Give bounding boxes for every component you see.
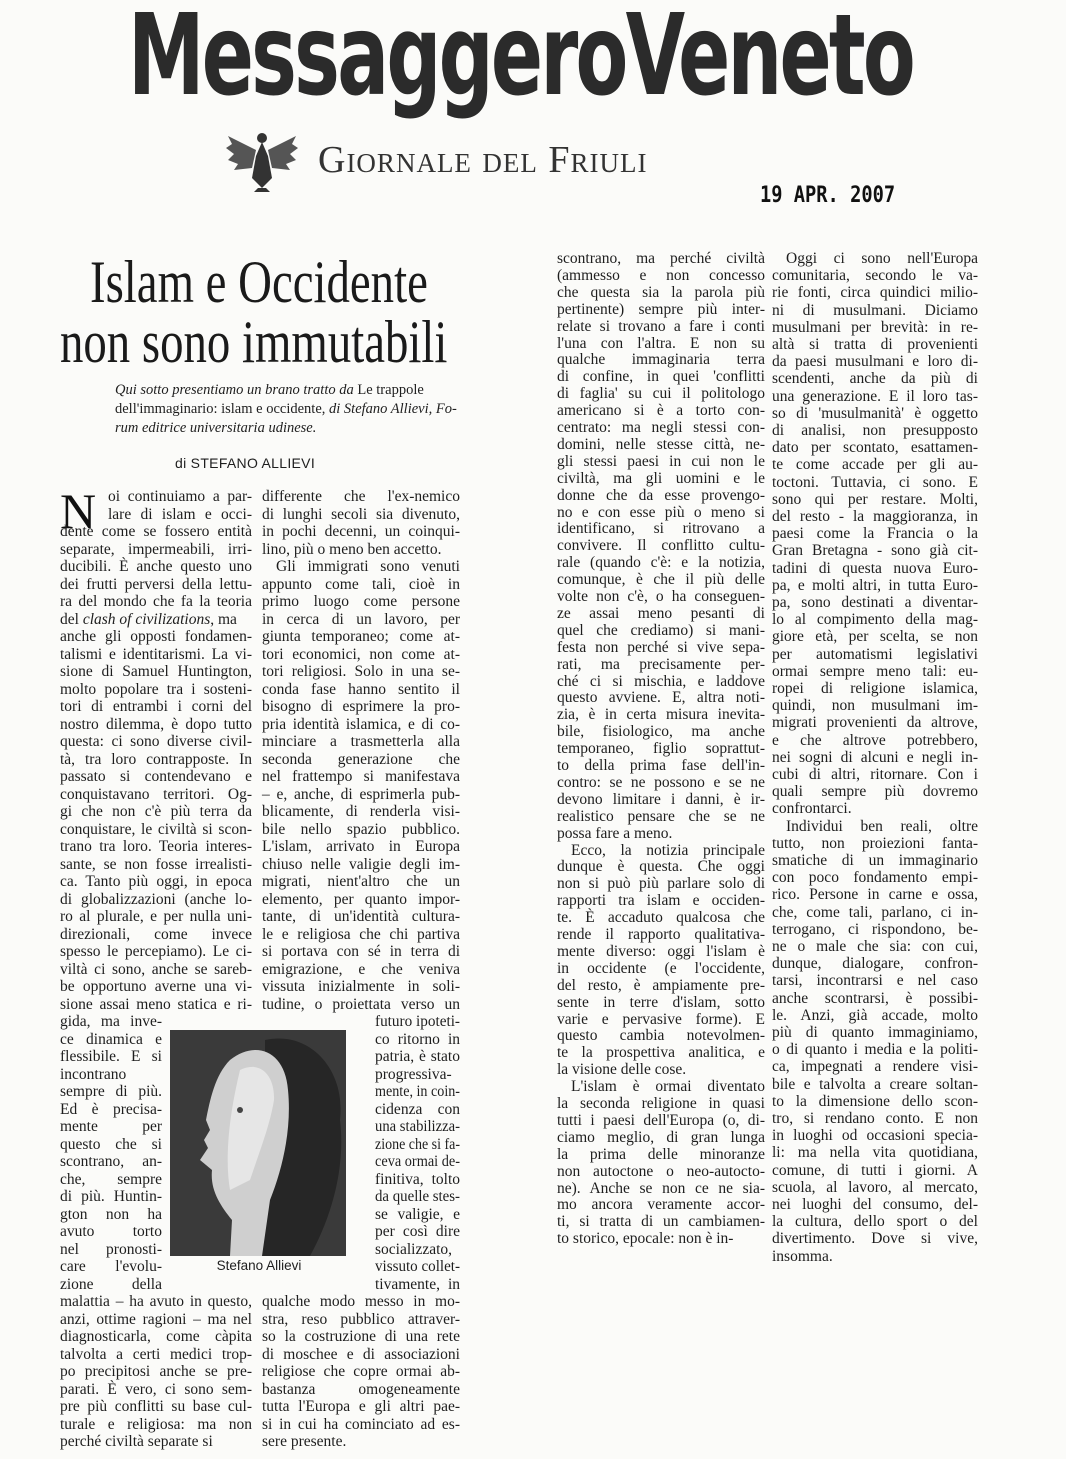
text-line: rico. Persone in carne e ossa, <box>772 886 978 904</box>
text-line: giunta temporaneo; come at- <box>262 628 460 645</box>
text-line: appunto come tali, cioè in <box>262 575 460 593</box>
newspaper-title: MessaggeroVeneto <box>128 0 913 121</box>
text-line: ce dinamica e <box>60 1030 162 1048</box>
text-line: tutto, non proiezioni fanta- <box>772 834 978 852</box>
text-line: sempre di più. <box>60 1083 162 1100</box>
text-line: comunque, è che il più delle <box>557 571 765 589</box>
text-line: dunque, dialogare, confron- <box>772 955 978 973</box>
masthead-logo <box>128 0 918 120</box>
text-line: scontrano, an- <box>60 1153 162 1170</box>
text-line: convivere. Il conflitto cultu- <box>557 537 765 555</box>
text-line: emigrazione, e che veniva <box>262 960 460 978</box>
text-line: da quelle stes- <box>375 1188 460 1205</box>
text-line: l'una con l'altra. E non su <box>557 334 765 352</box>
text-line: Gli immigrati sono venuti <box>276 558 460 575</box>
text-line: cidenza con <box>375 1100 460 1118</box>
book-title: Le trappole <box>357 382 424 398</box>
text-line: separate, impermeabili, irri- <box>60 540 252 558</box>
text-line: tarsi, incontrarsi e nel caso <box>772 972 978 990</box>
text-line: tudine, o proiettata verso un <box>262 995 460 1013</box>
headline-line-2: non sono immutabili <box>60 309 448 375</box>
text-line: zia, è in certa misura inevita- <box>557 706 765 724</box>
headline-line-1: Islam e Occidente <box>90 249 428 315</box>
text-line: si portava con sé in terra di <box>262 943 460 960</box>
author-photo <box>170 1030 346 1256</box>
text-line: turale e religiosa: ma non <box>60 1415 252 1433</box>
text-line: quindi, non musulmani im- <box>772 697 978 715</box>
text-line: temporaneo, figlio soprattut- <box>557 740 765 758</box>
text-line: bile e talvolta a creare soltan- <box>772 1075 978 1093</box>
text-line: trano tra loro. Teoria interes- <box>60 838 252 855</box>
text-line: e che altrove potrebbero, <box>772 731 978 749</box>
text-line: di globalizzazioni (anche lo- <box>60 890 252 908</box>
text-line: varie e pervasive forme). E <box>557 1010 765 1028</box>
text-line: sente in terre d'islam, sotto <box>557 993 765 1011</box>
text-line: questo che si <box>60 1135 162 1153</box>
text-line: questo cambia notevolmen- <box>557 1027 765 1045</box>
text-line: quel che crediamo) si mani- <box>557 621 765 639</box>
text-line: le. Anzi, già accade, molto <box>772 1006 978 1024</box>
text-line: L'islam, arrivato in Europa <box>262 838 460 855</box>
text-line: ciamo meglio, di gran lunga <box>557 1128 765 1146</box>
text-line: devono limitare i danni, è ir- <box>557 790 765 808</box>
photo-caption: Stefano Allievi <box>216 1258 302 1273</box>
text-line: ducibili. È anche questo uno <box>60 558 252 575</box>
text-line: te come accade per gli au- <box>772 456 978 474</box>
text-line: malattia – ha avuto in questo, <box>60 1293 252 1310</box>
text-line: socializzato, <box>375 1240 453 1258</box>
text-line: to storico, epocale: non è in- <box>557 1230 734 1248</box>
text-line: to della prima fase dell'in- <box>557 757 765 774</box>
text-line: non autoctone o neo-autocto- <box>557 1162 765 1180</box>
text-line: di analisi, non presupposto <box>772 422 978 439</box>
text-line: gida, ma inve- <box>60 1013 162 1030</box>
text-line: so di 'musulmanità' è oggetto <box>772 404 978 422</box>
text-line: o di quanto i media e la politi- <box>772 1041 978 1059</box>
text-line: del resto - la maggioranza, in <box>772 508 978 525</box>
text-line: toctoni. Tuttavia, ci sono. E <box>772 473 978 491</box>
text-line: per automatismi legislativi <box>772 645 978 663</box>
drop-cap: N <box>60 483 97 539</box>
text-line: tori religiosi. Solo in una se- <box>262 663 460 680</box>
text-line: la visione delle cose. <box>557 1061 687 1079</box>
line-text: del <box>60 610 83 628</box>
text-line: anche scontrarsi, è possibi- <box>772 989 978 1007</box>
text-line: migrati provenienti da altrove, <box>772 714 978 732</box>
text-line: non si può più parlare solo di <box>557 875 765 893</box>
text-line: terrogano, ci rispondono, be- <box>772 920 978 938</box>
text-line: di più. Huntin- <box>60 1188 162 1205</box>
text-line: contro: se ne possono e se ne <box>557 773 765 791</box>
text-line: nel pronosti- <box>60 1240 162 1258</box>
text-line: primo luogo come persone <box>262 593 460 610</box>
text-line: spesso le percepiamo). Le ci- <box>60 943 252 960</box>
text-line: rale (quando c'è: e la notizia, <box>557 554 765 572</box>
text-line: sante, se non fosse irrealisti- <box>60 855 252 873</box>
text-line: giore età, per scelta, se non <box>772 628 978 646</box>
text-line: per così dire <box>375 1223 460 1240</box>
text-line: di faglia' su cui il politologo <box>557 385 765 403</box>
text-line: domini, nelle stesse città, ne- <box>557 435 765 453</box>
text-line: bile, fisiologico, ma anche <box>557 723 765 741</box>
text-line: dunque è questa. Che oggi <box>557 858 765 876</box>
text-line: parati. È vero, ci sono sem- <box>60 1380 252 1398</box>
text-line: in pochi decenni, un coinqui- <box>262 523 460 540</box>
text-line: più di quanto immaginiamo, <box>772 1024 978 1041</box>
text-line: elemento, per quanto impor- <box>262 890 460 908</box>
text-line: centrato: ma negli stessi con- <box>557 419 765 436</box>
text-line: confrontarci. <box>772 800 852 818</box>
text-line: minciare a trasmetterla alla <box>262 733 460 750</box>
text-line: tori economici, non come at- <box>262 645 460 663</box>
intro-line <box>115 400 545 419</box>
text-line: vissuta inizialmente in soli- <box>262 978 460 995</box>
text-line: ze assai meno pesanti di <box>557 604 765 622</box>
text-line: di confine, in quei 'conflitti <box>557 368 765 386</box>
text-line: so la costruzione di una rete <box>262 1328 460 1345</box>
text-line: vissuto collet- <box>375 1258 460 1275</box>
text-line: rie fonti, circa quindici milio- <box>772 284 978 302</box>
intro-line <box>115 381 545 400</box>
text-line: cubi di altri, ritornare. Con i <box>772 766 978 783</box>
text-line: be opportuno averne una vi- <box>60 978 252 995</box>
text-line: direzionali, come invece <box>60 925 252 943</box>
text-line: migrati, nient'altro che un <box>262 873 460 890</box>
intro-text: rum editrice universitaria udinese. <box>115 420 317 436</box>
text-line: relate si trovano a fare i conti <box>557 317 765 335</box>
text-line: differente che l'ex-nemico <box>262 488 460 505</box>
text-line: pa, sono destinati a diventar- <box>772 594 978 611</box>
text-line: anzi, ottime ragioni – ma nel <box>60 1310 252 1328</box>
text-line: blicamente, di renderla visi- <box>262 803 460 820</box>
book-title: dell'immaginario: islam e occidente, <box>115 401 326 417</box>
article-intro <box>115 381 545 438</box>
text-line: mo ancora veramente accor- <box>557 1196 765 1214</box>
text-line: nei luoghi del consumo, del- <box>772 1196 978 1213</box>
text-line: paesi come la Francia o la <box>772 525 978 543</box>
text-line: che questa sia la parola più <box>557 283 765 301</box>
text-line: qualche modo messo in mo- <box>262 1293 460 1310</box>
text-line: tro, si rendano conto. E non <box>772 1110 978 1127</box>
intro-text: Qui sotto presentiamo un brano tratto da <box>115 382 358 398</box>
text-line: scuola, al lavoro, al mercato, <box>772 1178 978 1196</box>
text-line: patria, è stato <box>375 1048 460 1065</box>
text-line: seconda generazione che <box>262 750 460 768</box>
text-line: to la dimensione dello scon- <box>772 1092 978 1110</box>
text-line: ne o male che sia: con cui, <box>772 938 978 955</box>
text-line: dato per scontato, esattamen- <box>772 439 978 457</box>
text-line: Gran Bretagna - sono già cit- <box>772 542 978 560</box>
text-line: talismi e identitarismi. La vi- <box>60 645 252 663</box>
text-line: avuto torto <box>60 1223 162 1240</box>
text-line: no e con esse più o meno si <box>557 503 765 521</box>
text-line: perché civiltà separate si <box>60 1433 213 1450</box>
text-line: ceva ormai de- <box>375 1153 460 1170</box>
text-line: gli stessi paesi in cui non le <box>557 452 765 470</box>
text-line: rati, ma precisamente per- <box>557 655 765 673</box>
text-line: tivamente, in <box>375 1275 460 1293</box>
text-line: bisogno di esprimere la pro- <box>262 698 460 715</box>
text-line: musulmani per brevità: in re- <box>772 318 978 336</box>
text-line: da paesi musulmani e loro di- <box>772 353 978 371</box>
text-line: in cerca di un lavoro, per <box>262 610 460 628</box>
text-line: lo al compimento della mag- <box>772 611 978 629</box>
text-line: rende il rapporto qualitativa- <box>557 926 765 943</box>
text-line: ché ci si mischia, e laddove <box>557 672 765 690</box>
text-line: pre più conflitti su base cul- <box>60 1398 252 1415</box>
newspaper-subtitle: Giornale del Friuli <box>318 139 648 181</box>
text-line: che, come tali, parlano, ci in- <box>772 903 978 921</box>
text-line: ne). Anche se non ce ne sia- <box>557 1179 765 1197</box>
line-text: , ma <box>210 610 237 628</box>
text-line: zione che si fa- <box>375 1135 460 1153</box>
text-line: la cultura, dello sport o del <box>772 1213 978 1231</box>
text-line: gton non ha <box>60 1205 162 1223</box>
eagle-icon <box>222 126 302 192</box>
text-line: (ammesso e non concesso <box>557 266 765 284</box>
text-line: gi che non c'è più terra da <box>60 803 252 820</box>
text-line: conquistavano territori. Og- <box>60 785 252 803</box>
text-line: molto popolare tra i sosteni- <box>60 680 252 698</box>
text-line: le e religiosa che chi partiva <box>262 925 460 943</box>
text-line: futuro ipoteti- <box>375 1013 460 1030</box>
text-line: festa non perché si vive sepa- <box>557 638 765 656</box>
text-line: tutti i paesi dell'Europa (o, di- <box>557 1111 765 1129</box>
text-line: ro al plurale, e per nulla uni- <box>60 908 252 925</box>
text-line: conquistare, le civiltà si scon- <box>60 820 252 838</box>
text-line: li: ma nella vita quotidiana, <box>772 1144 978 1162</box>
text-line: Oggi ci sono nell'Europa <box>786 250 978 267</box>
text-line: nei sogni di alcuni e negli in- <box>772 748 978 766</box>
text-line: oi continuiamo a par- <box>108 488 252 505</box>
text-line: co ritorno in <box>375 1030 460 1048</box>
text-line: comunitaria, secondo le va- <box>772 267 978 285</box>
text-line: realistico pensare che se ne <box>557 807 765 825</box>
text-line: ormai sempre meno tali: eu- <box>772 662 978 680</box>
text-line: incontrano <box>60 1065 127 1083</box>
text-line: – e, anche, di esprimerla pub- <box>262 785 460 803</box>
text-line: Ecco, la notizia principale <box>571 841 765 859</box>
text-line: bile nello spazio pubblico. <box>262 820 460 838</box>
text-line: se valigie, e <box>375 1205 460 1223</box>
text-line: finitiva, tolto <box>375 1170 460 1188</box>
text-line: tadini di questa nuova Euro- <box>772 559 978 577</box>
text-line: ra del mondo che fa la teoria <box>60 593 252 610</box>
text-line: sione assai meno statica e ri- <box>60 995 252 1013</box>
text-line: conda fase hanno sentito il <box>262 680 460 698</box>
text-line: in luoghi od occasioni specia- <box>772 1127 978 1145</box>
byline: di STEFANO ALLIEVI <box>175 455 316 471</box>
text-line: qualche immaginaria terra <box>557 351 765 369</box>
text-line: Individui ben reali, oltre <box>786 817 978 835</box>
text-line: nel frattempo si manifestava <box>262 768 460 785</box>
text-line: dei frutti perversi della lettu- <box>60 575 252 593</box>
text-line: scendenti, anche da più di <box>772 370 978 388</box>
text-line: questa: ci sono diverse civil- <box>60 733 252 750</box>
text-line: smatiche di un immaginario <box>772 852 978 869</box>
text-line: chiuso nelle valigie degli im- <box>262 855 460 873</box>
text-line: sere presente. <box>262 1433 347 1450</box>
text-line: pa, e molti altri, in tutta Euro- <box>772 576 978 594</box>
text-line: la seconda religione in quasi <box>557 1095 765 1112</box>
text-line: zione della <box>60 1275 162 1293</box>
text-line: divertimento. Dove si vive, <box>772 1230 978 1248</box>
date-stamp: 19 APR. 2007 <box>760 183 896 208</box>
text-line: flessibile. E si <box>60 1048 162 1065</box>
text-line: questo avviene. E, altra noti- <box>557 689 765 707</box>
text-line: pria identità islamica, e di co- <box>262 715 460 733</box>
text-line: sono qui per restare. Molti, <box>772 490 978 508</box>
text-line: progressiva- <box>375 1065 452 1083</box>
text-line: sione di Samuel Huntington, <box>60 663 252 680</box>
text-line: mente, in coin- <box>375 1083 460 1100</box>
text-line: si in cui ha cominciato ad es- <box>262 1415 460 1433</box>
intro-line <box>115 419 545 438</box>
text-line: tante, di un'identità cultura- <box>262 908 460 925</box>
text-line: lare di islam e occi- <box>108 505 252 523</box>
text-line: possa fare a meno. <box>557 824 673 842</box>
text-line: anche gli opposti fondamen- <box>60 628 252 645</box>
text-line: ni di musulmani. Diciamo <box>772 301 978 319</box>
text-line: con poco fondamento empi- <box>772 869 978 887</box>
text-line: comune, di tutti i giorni. A <box>772 1161 978 1179</box>
text-line: scontrano, ma perché civiltà <box>557 250 765 267</box>
text-line: civiltà, ma gli uomini e le <box>557 469 765 487</box>
text-line: po precipitosi anche se pre- <box>60 1363 252 1380</box>
text-line: mente diverso: oggi l'islam è <box>557 942 765 960</box>
text-line: del resto, è ampiamente pre- <box>557 976 765 994</box>
text-line: talvolta a certi medici trop- <box>60 1345 252 1363</box>
intro-text: di Stefano Allievi, Fo- <box>325 401 457 417</box>
text-line: che, sempre <box>60 1170 162 1188</box>
text-line: la prima delle minoranze <box>557 1145 765 1163</box>
text-line: dente come se fossero entità <box>60 523 252 540</box>
text-line: identificano, si ritrovano a <box>557 520 765 538</box>
text-line: di lunghi secoli sia divenuto, <box>262 505 460 523</box>
text-line: di moschee e di associazioni <box>262 1345 460 1363</box>
text-line: Ed è precisa- <box>60 1100 162 1118</box>
text-line: lino, più o meno ben accetto. <box>262 540 442 558</box>
text-line: religiose che copre ormai ab- <box>262 1363 460 1380</box>
text-line: te. È accaduto qualcosa che <box>557 909 765 927</box>
text-line: tutta l'Europa e gli altri pae- <box>262 1398 460 1415</box>
text-line: pertinente) sempre più inter- <box>557 300 765 318</box>
text-line: una stabilizza- <box>375 1118 460 1135</box>
text-line: una generazione. E il loro tas- <box>772 387 978 405</box>
text-line: ropei di religione islamica, <box>772 680 978 697</box>
text-line: nostro dilemma, è dopo tutto <box>60 715 252 733</box>
text-line: rapporti tra islam e occiden- <box>557 892 765 910</box>
text-line: ti, si tratta di un cambiamen- <box>557 1213 765 1231</box>
text-line: ca. Tanto più oggi, in epoca <box>60 873 252 890</box>
text-line: viltà ci sono, anche se sareb- <box>60 960 252 978</box>
text-line: tori di entrambi i corni del <box>60 698 252 715</box>
text-line: passato si contendevano e <box>60 768 252 785</box>
text-line: mente per <box>60 1118 162 1135</box>
text-line: in occidente (e l'occidente, <box>557 959 765 977</box>
text-line: volte non c'è, o ha conseguen- <box>557 588 765 605</box>
text-line: diagnosticarla, come càpita <box>60 1328 252 1345</box>
text-line: care l'evolu- <box>60 1258 162 1275</box>
text-line: L'islam è ormai diventato <box>571 1078 765 1096</box>
text-line: ca, impegnati a rendere visi- <box>772 1058 978 1076</box>
text-line <box>60 611 252 629</box>
text-line: te la prospettiva analitica, e <box>557 1044 765 1062</box>
text-line: altà si tratta di provenienti <box>772 336 978 353</box>
text-line: stra, reso pubblico attraver- <box>262 1310 460 1328</box>
text-line: donne che da esse provengo- <box>557 486 765 504</box>
text-line: tà, tra loro contrapposte. In <box>60 750 252 768</box>
text-line: insomma. <box>772 1247 833 1265</box>
text-line: americano si è a torto con- <box>557 402 765 420</box>
text-line: quali sempre più dovremo <box>772 783 978 801</box>
text-line: bastanza omogeneamente <box>262 1380 460 1398</box>
italic-text: clash of civilizations <box>82 610 211 628</box>
